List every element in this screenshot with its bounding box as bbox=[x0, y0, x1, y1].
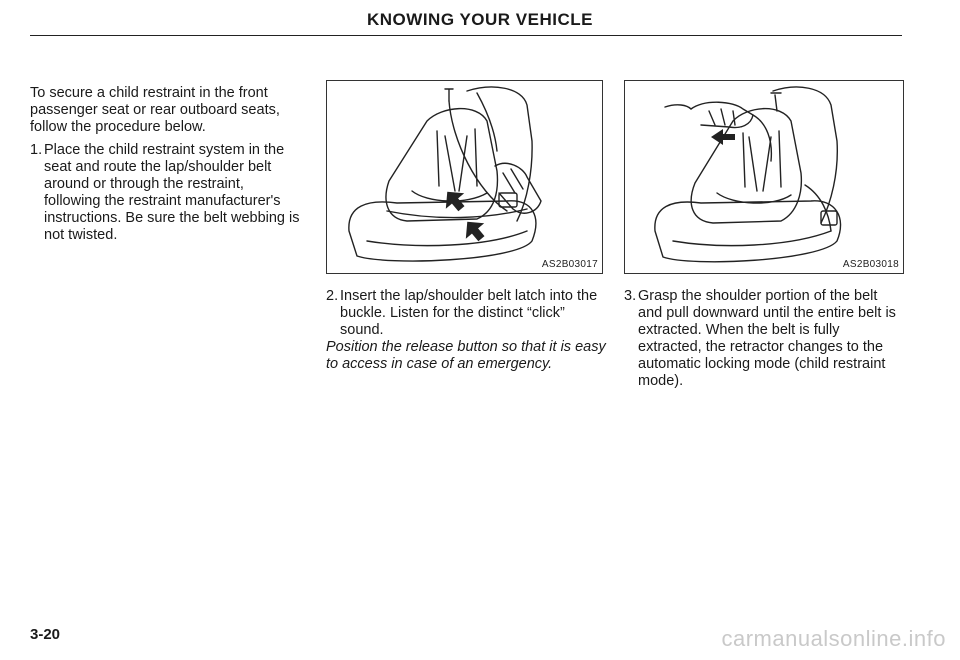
page-header: KNOWING YOUR VEHICLE bbox=[367, 10, 593, 29]
page-number: 3-20 bbox=[30, 626, 61, 643]
figure-buckle bbox=[326, 80, 603, 274]
figure-code: AS2B03017 bbox=[541, 259, 598, 270]
step-text: Place the child restraint system in the seat and route the lap/shoulder belt around or through the restraint, following the restraint manufacturer's instructions. Be sure the belt webbing is not twisted. bbox=[44, 142, 300, 243]
figure-shoulder-belt bbox=[624, 80, 904, 274]
step-number: 1. bbox=[30, 142, 43, 158]
emergency-note: Position the release button so that it is easy to access in case of an emergency. bbox=[326, 339, 606, 372]
step-3 bbox=[624, 288, 904, 390]
step-text: Grasp the shoulder portion of the belt and pull downward until the entire belt is extracted. When the belt is fully extracted, the retractor changes to the automatic locking mode (child restraint mode). bbox=[638, 288, 896, 389]
watermark: carmanualsonline.info bbox=[721, 626, 946, 651]
child-seat-shoulder-belt-illustration bbox=[625, 81, 903, 273]
step-1 bbox=[30, 142, 300, 244]
child-seat-buckle-illustration bbox=[327, 81, 602, 273]
column-1 bbox=[30, 85, 300, 244]
column-2 bbox=[326, 288, 606, 379]
column-3 bbox=[624, 288, 904, 390]
step-text: Insert the lap/shoulder belt latch into the buckle. Listen for the distinct “click” sound. bbox=[340, 288, 598, 338]
step-number: 2. bbox=[326, 288, 339, 304]
figure-code: AS2B03018 bbox=[842, 259, 899, 270]
step-2 bbox=[326, 288, 606, 339]
step-number: 3. bbox=[624, 288, 637, 304]
header-divider bbox=[30, 35, 902, 36]
intro-text: To secure a child restraint in the front passenger seat or rear outboard seats, follow the procedure below. bbox=[30, 85, 280, 135]
